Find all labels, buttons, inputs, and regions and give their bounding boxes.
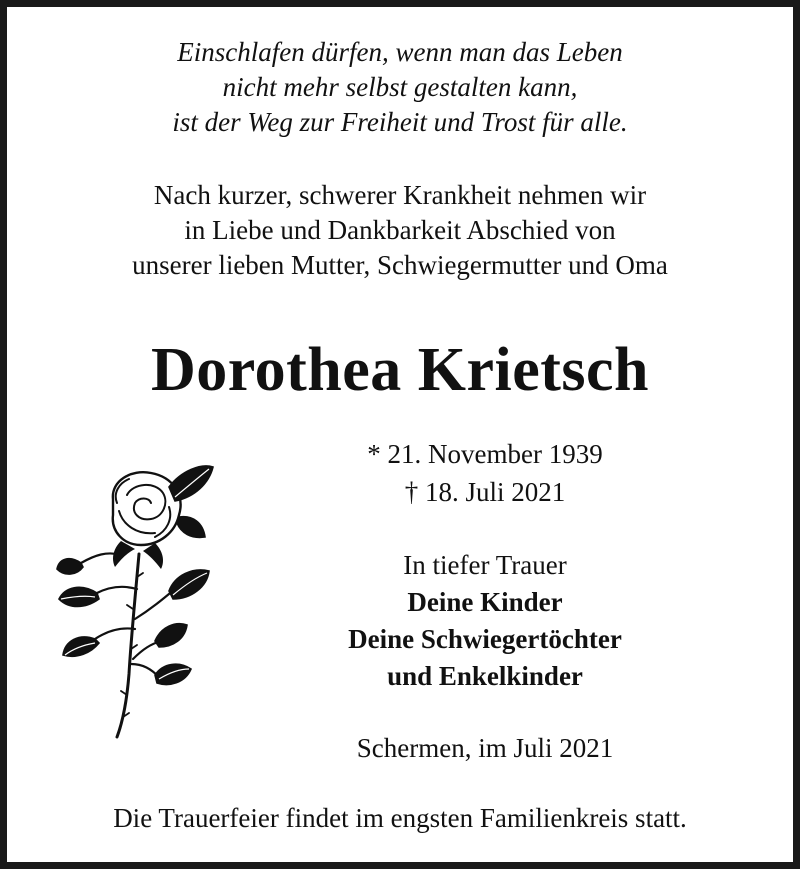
funeral-note: Die Trauerfeier findet im engsten Familienkreis statt. — [113, 803, 687, 833]
intro-line-3: unserer lieben Mutter, Schwiegermutter und Oma — [132, 250, 668, 280]
mourning-intro: In tiefer Trauer — [403, 550, 567, 580]
mourner-line-2: Deine Schwiegertöchter — [348, 624, 622, 654]
rose-icon — [51, 459, 219, 741]
intro-line-1: Nach kurzer, schwerer Krankheit nehmen wir — [153, 180, 647, 210]
place-date: Schermen, im Juli 2021 — [356, 733, 614, 763]
motto-line-1: Einschlafen dürfen, wenn man das Leben — [177, 37, 623, 67]
motto-line-2: nicht mehr selbst gestalten kann, — [222, 72, 578, 102]
intro-line-2: in Liebe und Dankbarkeit Abschied von — [184, 215, 616, 245]
mourner-line-1: Deine Kinder — [407, 587, 563, 617]
mourner-line-3: und Enkelkinder — [387, 661, 583, 691]
death-date: † 18. Juli 2021 — [404, 477, 566, 507]
motto-line-3: ist der Weg zur Freiheit und Trost für alle. — [172, 107, 628, 137]
deceased-name: Dorothea Krietsch — [150, 336, 650, 404]
birth-date: * 21. November 1939 — [367, 439, 603, 469]
